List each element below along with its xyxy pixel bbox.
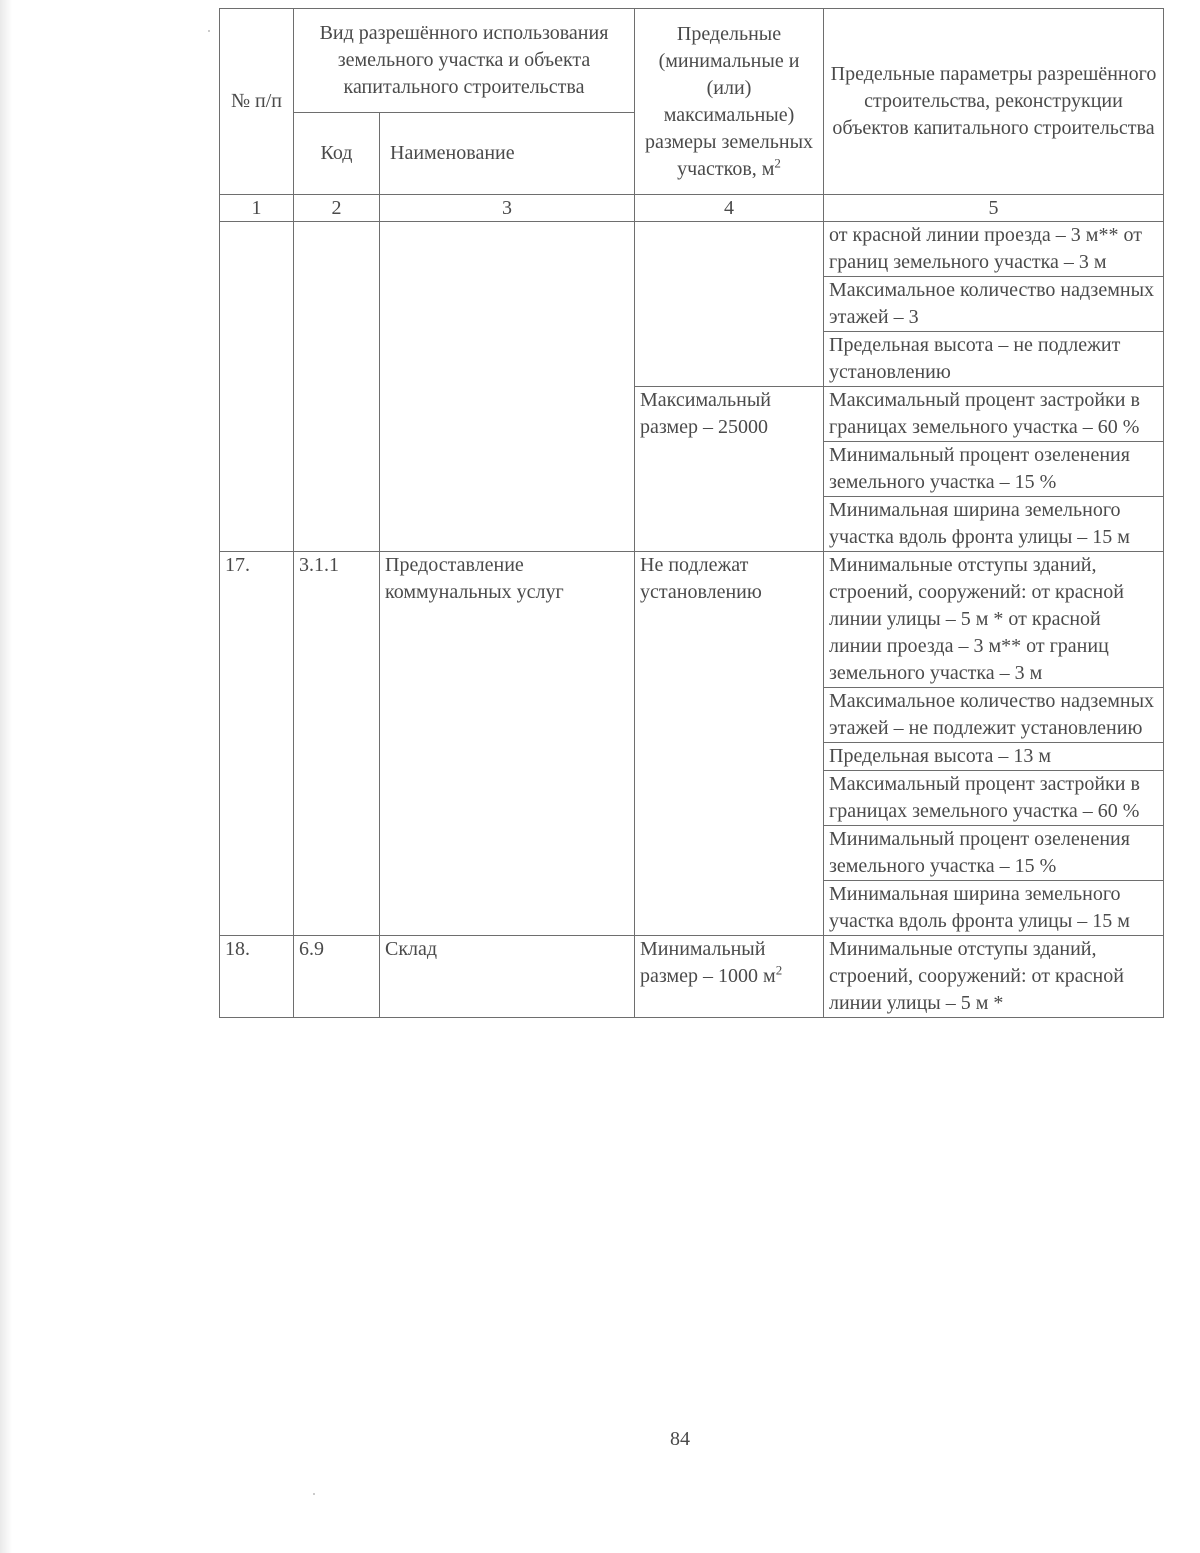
param-cell: Минимальный процент озеленения земельного участка – 15 % xyxy=(824,826,1164,881)
scan-speck xyxy=(208,30,210,32)
page-number: 84 xyxy=(670,1428,690,1450)
table-header xyxy=(220,9,1164,222)
header-sizes: Предельные (минимальные и (или) максимальные) размеры земельных участков, $м^2$ xyxy=(635,9,824,195)
param-cell: Минимальные отступы зданий, строений, сооружений: от красной линии улицы – 5 м * от красной линии проезда – 3 м** от границ земельного участка – 3 м xyxy=(824,552,1164,688)
table-row xyxy=(220,936,1164,1018)
param-cell: Максимальный процент застройки в границах земельного участка – 60 % xyxy=(824,387,1164,442)
param-cell: Максимальное количество надземных этажей – не подлежит установлению xyxy=(824,688,1164,743)
zoning-table xyxy=(219,8,1164,1018)
column-index: 1 xyxy=(220,195,294,222)
num-cell: 17. xyxy=(220,552,294,936)
param-cell: Предельная высота – 13 м xyxy=(824,743,1164,771)
size-cell: Максимальный размер – 25000 xyxy=(635,387,824,552)
table-row xyxy=(220,552,1164,688)
param-cell: от красной линии проезда – 3 м** от границ земельного участка – 3 м xyxy=(824,222,1164,277)
column-index: 3 xyxy=(380,195,635,222)
header-num: № п/п xyxy=(220,9,294,195)
param-cell: Минимальная ширина земельного участка вдоль фронта улицы – 15 м xyxy=(824,881,1164,936)
param-cell: Минимальный процент озеленения земельного участка – 15 % xyxy=(824,442,1164,497)
table-row xyxy=(220,222,1164,277)
column-index-row xyxy=(220,195,1164,222)
param-cell: Минимальная ширина земельного участка вдоль фронта улицы – 15 м xyxy=(824,497,1164,552)
name-cell: Склад xyxy=(380,936,635,1018)
param-cell: Максимальное количество надземных этажей – 3 xyxy=(824,277,1164,332)
header-code: Код xyxy=(294,113,380,195)
scan-speck xyxy=(313,1493,315,1495)
param-cell: Предельная высота – не подлежит установлению xyxy=(824,332,1164,387)
column-index: 4 xyxy=(635,195,824,222)
num-cell xyxy=(220,222,294,552)
size-cell: Минимальный размер – 1000 $м^2$ xyxy=(635,936,824,1018)
code-cell: 3.1.1 xyxy=(294,552,380,936)
column-index: 5 xyxy=(824,195,1164,222)
header-name: Наименование xyxy=(380,113,635,195)
header-use-type: Вид разрешённого использования земельного участка и объекта капитального строительства xyxy=(294,9,635,113)
param-cell: Минимальные отступы зданий, строений, сооружений: от красной линии улицы – 5 м * xyxy=(824,936,1164,1018)
num-cell: 18. xyxy=(220,936,294,1018)
size-cell xyxy=(635,222,824,387)
header-params: Предельные параметры разрешённого строительства, реконструкции объектов капитального строительства xyxy=(824,9,1164,195)
column-index: 2 xyxy=(294,195,380,222)
param-cell: Максимальный процент застройки в границах земельного участка – 60 % xyxy=(824,771,1164,826)
scan-edge xyxy=(0,0,12,1553)
size-cell: Не подлежат установлению xyxy=(635,552,824,936)
name-cell: Предоставление коммунальных услуг xyxy=(380,552,635,936)
code-cell: 6.9 xyxy=(294,936,380,1018)
name-cell xyxy=(380,222,635,552)
code-cell xyxy=(294,222,380,552)
